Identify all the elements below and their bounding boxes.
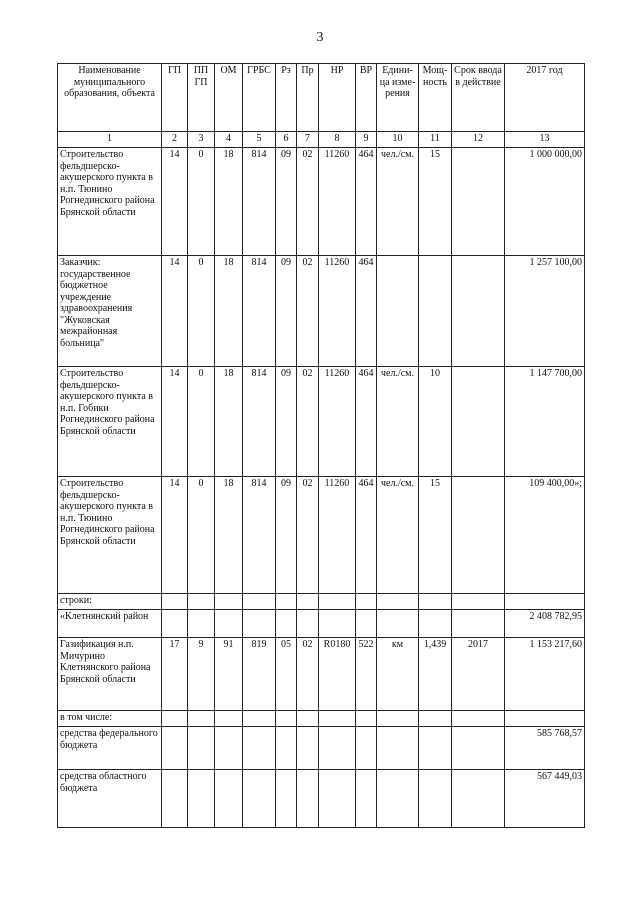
header-cell: Мощность (419, 64, 452, 132)
table-row (58, 770, 585, 828)
cell-vr: 464 (356, 477, 377, 594)
cell-capacity (419, 256, 452, 367)
funding-source: средства областного бюджета (58, 770, 162, 828)
cell-amount-2017: 109 400,00»; (505, 477, 585, 594)
object-name: Строительство фельдшерско-акушерского пункта в н.п. Тюнино Рогнединского района Брянской области (58, 148, 162, 256)
cell-grbs: 819 (243, 638, 276, 711)
cell-pp-gp: 9 (188, 638, 215, 711)
cell-rz: 09 (276, 148, 297, 256)
cell-vr: 464 (356, 148, 377, 256)
cell-pp-gp: 0 (188, 148, 215, 256)
cell-om: 91 (215, 638, 243, 711)
cell-pr: 02 (297, 256, 319, 367)
column-number: 2 (162, 132, 188, 148)
table-row (58, 367, 585, 477)
cell-grbs: 814 (243, 148, 276, 256)
header-cell: Единица измерения (377, 64, 419, 132)
cell-nr: 11260 (319, 256, 356, 367)
cell-pr: 02 (297, 367, 319, 477)
cell-vr: 464 (356, 256, 377, 367)
cell-vr: 522 (356, 638, 377, 711)
header-cell: ПП ГП (188, 64, 215, 132)
column-number: 11 (419, 132, 452, 148)
column-number: 10 (377, 132, 419, 148)
cell-amount-2017: 1 000 000,00 (505, 148, 585, 256)
cell-unit: чел./см. (377, 367, 419, 477)
table-row (58, 727, 585, 770)
cell-amount-2017: 567 449,03 (505, 770, 585, 828)
page-number: 3 (316, 30, 324, 45)
cell-om: 18 (215, 367, 243, 477)
cell-amount-2017: 1 257 100,00 (505, 256, 585, 367)
cell-gp: 14 (162, 367, 188, 477)
header-cell: ОМ (215, 64, 243, 132)
column-number: 3 (188, 132, 215, 148)
cell-rz: 09 (276, 256, 297, 367)
column-number: 1 (58, 132, 162, 148)
cell-term (452, 367, 505, 477)
cell-pp-gp: 0 (188, 256, 215, 367)
column-number: 5 (243, 132, 276, 148)
section-label: строки: (58, 594, 162, 610)
table-row (58, 256, 585, 367)
table-row (58, 711, 585, 727)
cell-pr: 02 (297, 477, 319, 594)
column-number: 9 (356, 132, 377, 148)
column-number: 12 (452, 132, 505, 148)
section-label: в том числе: (58, 711, 162, 727)
cell-vr: 464 (356, 367, 377, 477)
column-number: 4 (215, 132, 243, 148)
cell-rz: 09 (276, 477, 297, 594)
object-name: Газификация н.п. Мичурино Клетнянского района Брянской области (58, 638, 162, 711)
cell-rz: 05 (276, 638, 297, 711)
cell-unit: км (377, 638, 419, 711)
cell-om: 18 (215, 256, 243, 367)
header-cell: Пр (297, 64, 319, 132)
district-name: «Клетнянский район (58, 610, 162, 638)
cell-term: 2017 (452, 638, 505, 711)
cell-capacity: 1,439 (419, 638, 452, 711)
table-row (58, 610, 585, 638)
column-number-row (58, 132, 585, 148)
header-cell: Наименование муниципального образования, объекта (58, 64, 162, 132)
object-name: Строительство фельдшерско-акушерского пункта в н.п. Тюнино Рогнединского района Брянской области (58, 477, 162, 594)
column-number: 7 (297, 132, 319, 148)
table-row (58, 594, 585, 610)
cell-gp: 14 (162, 148, 188, 256)
column-number: 13 (505, 132, 585, 148)
header-cell: Рз (276, 64, 297, 132)
cell-gp: 14 (162, 256, 188, 367)
cell-gp: 17 (162, 638, 188, 711)
cell-amount-2017: 1 147 700,00 (505, 367, 585, 477)
column-number: 6 (276, 132, 297, 148)
cell-nr: 11260 (319, 148, 356, 256)
cell-om: 18 (215, 148, 243, 256)
cell-unit (377, 256, 419, 367)
cell-term (452, 148, 505, 256)
header-cell: ВР (356, 64, 377, 132)
table-row (58, 148, 585, 256)
cell-capacity: 10 (419, 367, 452, 477)
cell-capacity: 15 (419, 477, 452, 594)
table-row (58, 638, 585, 711)
object-name: Заказчик: государственное бюджетное учреждение здравоохранения "Жуковская межрайонная больница" (58, 256, 162, 367)
budget-table (57, 63, 585, 828)
header-cell: ГРБС (243, 64, 276, 132)
header-cell: ГП (162, 64, 188, 132)
cell-pp-gp: 0 (188, 367, 215, 477)
cell-nr: R0180 (319, 638, 356, 711)
cell-term (452, 256, 505, 367)
column-number: 8 (319, 132, 356, 148)
cell-unit: чел./см. (377, 477, 419, 594)
cell-grbs: 814 (243, 256, 276, 367)
cell-gp: 14 (162, 477, 188, 594)
cell-om: 18 (215, 477, 243, 594)
cell-amount-2017: 585 768,57 (505, 727, 585, 770)
cell-amount-2017 (505, 711, 585, 727)
cell-amount-2017: 1 153 217,60 (505, 638, 585, 711)
header-row (58, 64, 585, 132)
header-cell: НР (319, 64, 356, 132)
cell-unit: чел./см. (377, 148, 419, 256)
cell-rz: 09 (276, 367, 297, 477)
cell-grbs: 814 (243, 367, 276, 477)
cell-amount-2017: 2 408 782,95 (505, 610, 585, 638)
cell-nr: 11260 (319, 367, 356, 477)
cell-grbs: 814 (243, 477, 276, 594)
cell-nr: 11260 (319, 477, 356, 594)
cell-amount-2017 (505, 594, 585, 610)
funding-source: средства федерального бюджета (58, 727, 162, 770)
cell-capacity: 15 (419, 148, 452, 256)
table-row (58, 477, 585, 594)
header-cell: 2017 год (505, 64, 585, 132)
object-name: Строительство фельдшерско-акушерского пункта в н.п. Гобики Рогнединского района Брянской области (58, 367, 162, 477)
cell-pp-gp: 0 (188, 477, 215, 594)
cell-pr: 02 (297, 638, 319, 711)
header-cell: Срок ввода в действие (452, 64, 505, 132)
cell-term (452, 477, 505, 594)
cell-pr: 02 (297, 148, 319, 256)
